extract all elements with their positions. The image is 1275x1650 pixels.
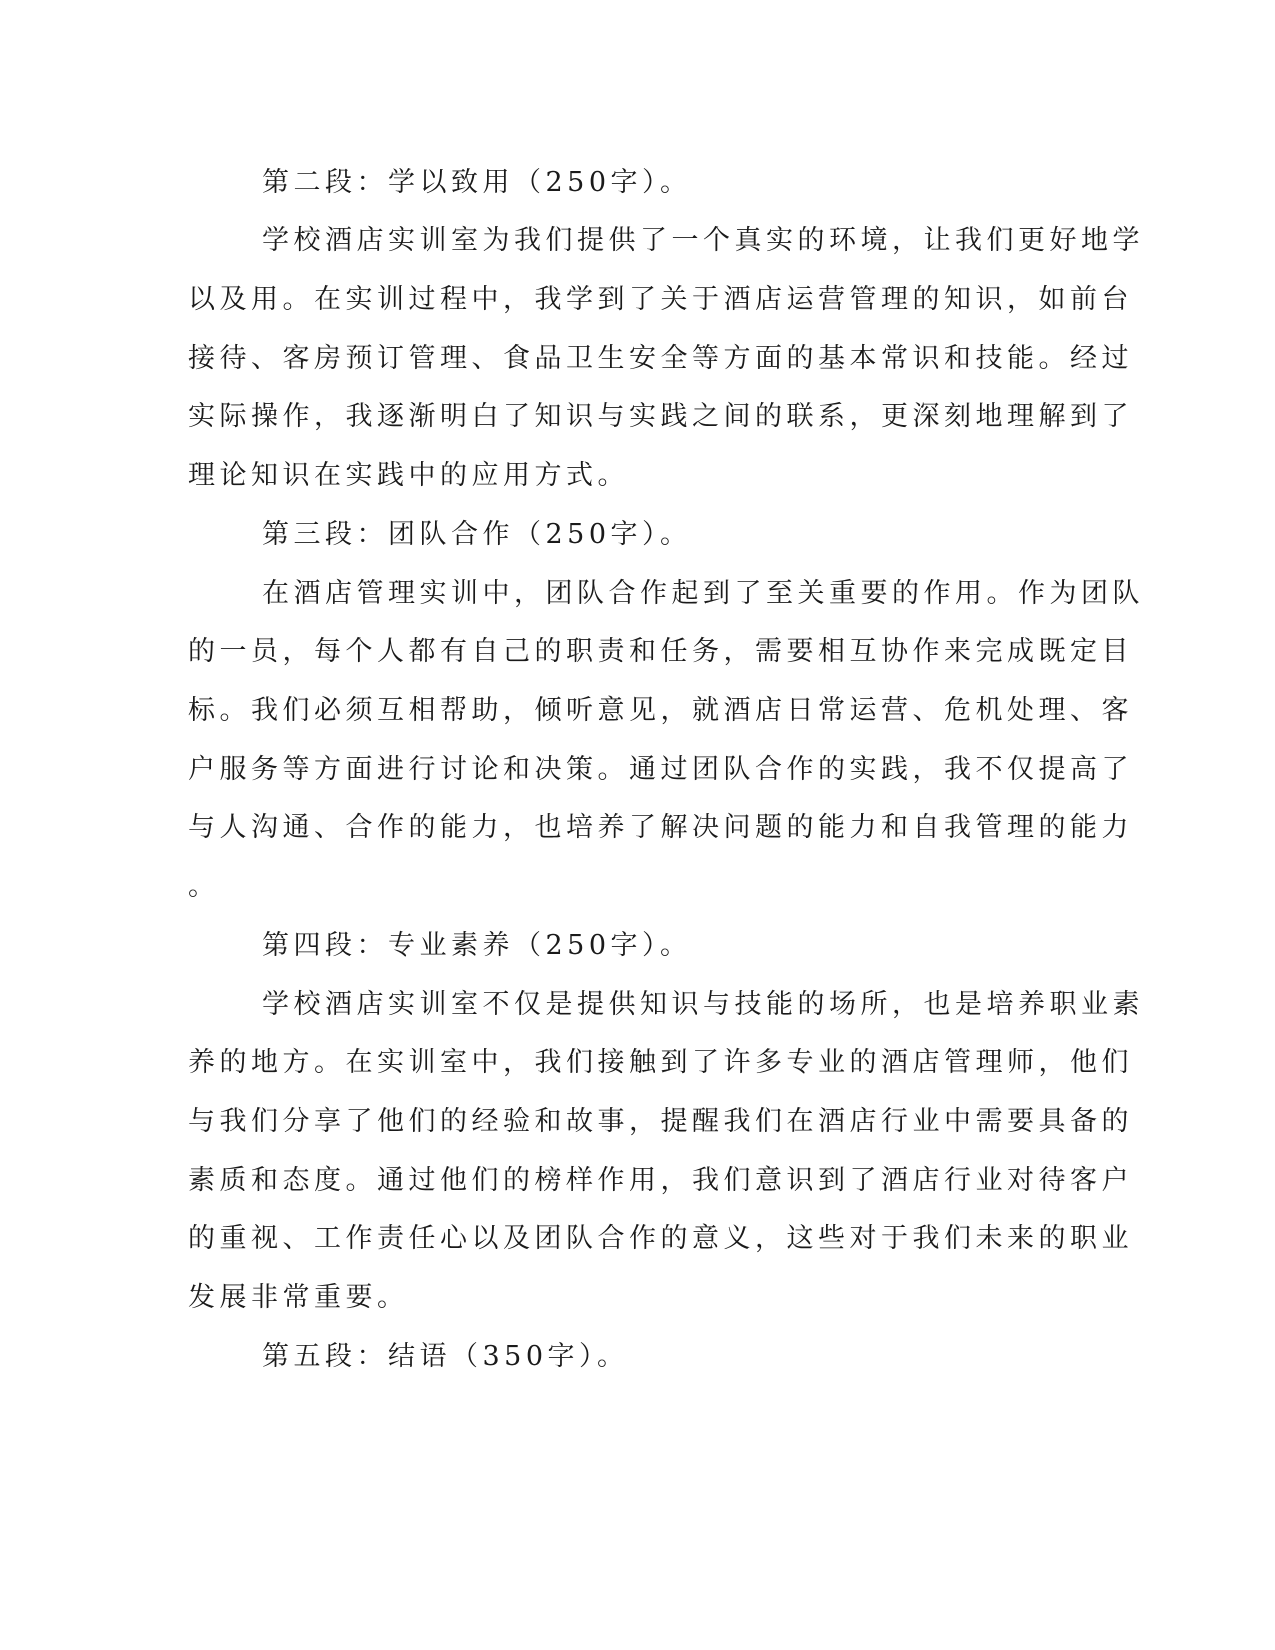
paragraph-line: 与人沟通、合作的能力，也培养了解决问题的能力和自我管理的能力 — [188, 812, 1133, 843]
paragraph-line: 发展非常重要。 — [188, 1282, 409, 1313]
paragraph-line: 的一员，每个人都有自己的职责和任务，需要相互协作来完成既定目 — [188, 636, 1133, 667]
section-heading: 第三段：团队合作（250字）。 — [262, 519, 692, 550]
paragraph-line: 与我们分享了他们的经验和故事，提醒我们在酒店行业中需要具备的 — [188, 1106, 1133, 1137]
paragraph-line: 在酒店管理实训中，团队合作起到了至关重要的作用。作为团队 — [262, 578, 1144, 609]
paragraph-line: 学校酒店实训室不仅是提供知识与技能的场所，也是培养职业素 — [262, 989, 1144, 1020]
paragraph-line: 的重视、工作责任心以及团队合作的意义，这些对于我们未来的职业 — [188, 1223, 1133, 1254]
section-heading: 第二段：学以致用（250字）。 — [262, 167, 692, 198]
paragraph-line: 以及用。在实训过程中，我学到了关于酒店运营管理的知识，如前台 — [188, 284, 1133, 315]
section-heading: 第四段：专业素养（250字）。 — [262, 930, 692, 961]
paragraph-line: 户服务等方面进行讨论和决策。通过团队合作的实践，我不仅提高了 — [188, 754, 1133, 785]
paragraph-line: 素质和态度。通过他们的榜样作用，我们意识到了酒店行业对待客户 — [188, 1165, 1133, 1196]
section-heading: 第五段：结语（350字）。 — [262, 1341, 629, 1372]
paragraph-line: 实际操作，我逐渐明白了知识与实践之间的联系，更深刻地理解到了 — [188, 401, 1133, 432]
paragraph-line: 学校酒店实训室为我们提供了一个真实的环境，让我们更好地学 — [262, 225, 1144, 256]
paragraph-line: 标。我们必须互相帮助，倾听意见，就酒店日常运营、危机处理、客 — [188, 695, 1133, 726]
paragraph-line: 接待、客房预订管理、食品卫生安全等方面的基本常识和技能。经过 — [188, 343, 1133, 374]
paragraph-line: 养的地方。在实训室中，我们接触到了许多专业的酒店管理师，他们 — [188, 1047, 1133, 1078]
paragraph-line: 理论知识在实践中的应用方式。 — [188, 460, 629, 491]
paragraph-line: 。 — [188, 871, 220, 902]
